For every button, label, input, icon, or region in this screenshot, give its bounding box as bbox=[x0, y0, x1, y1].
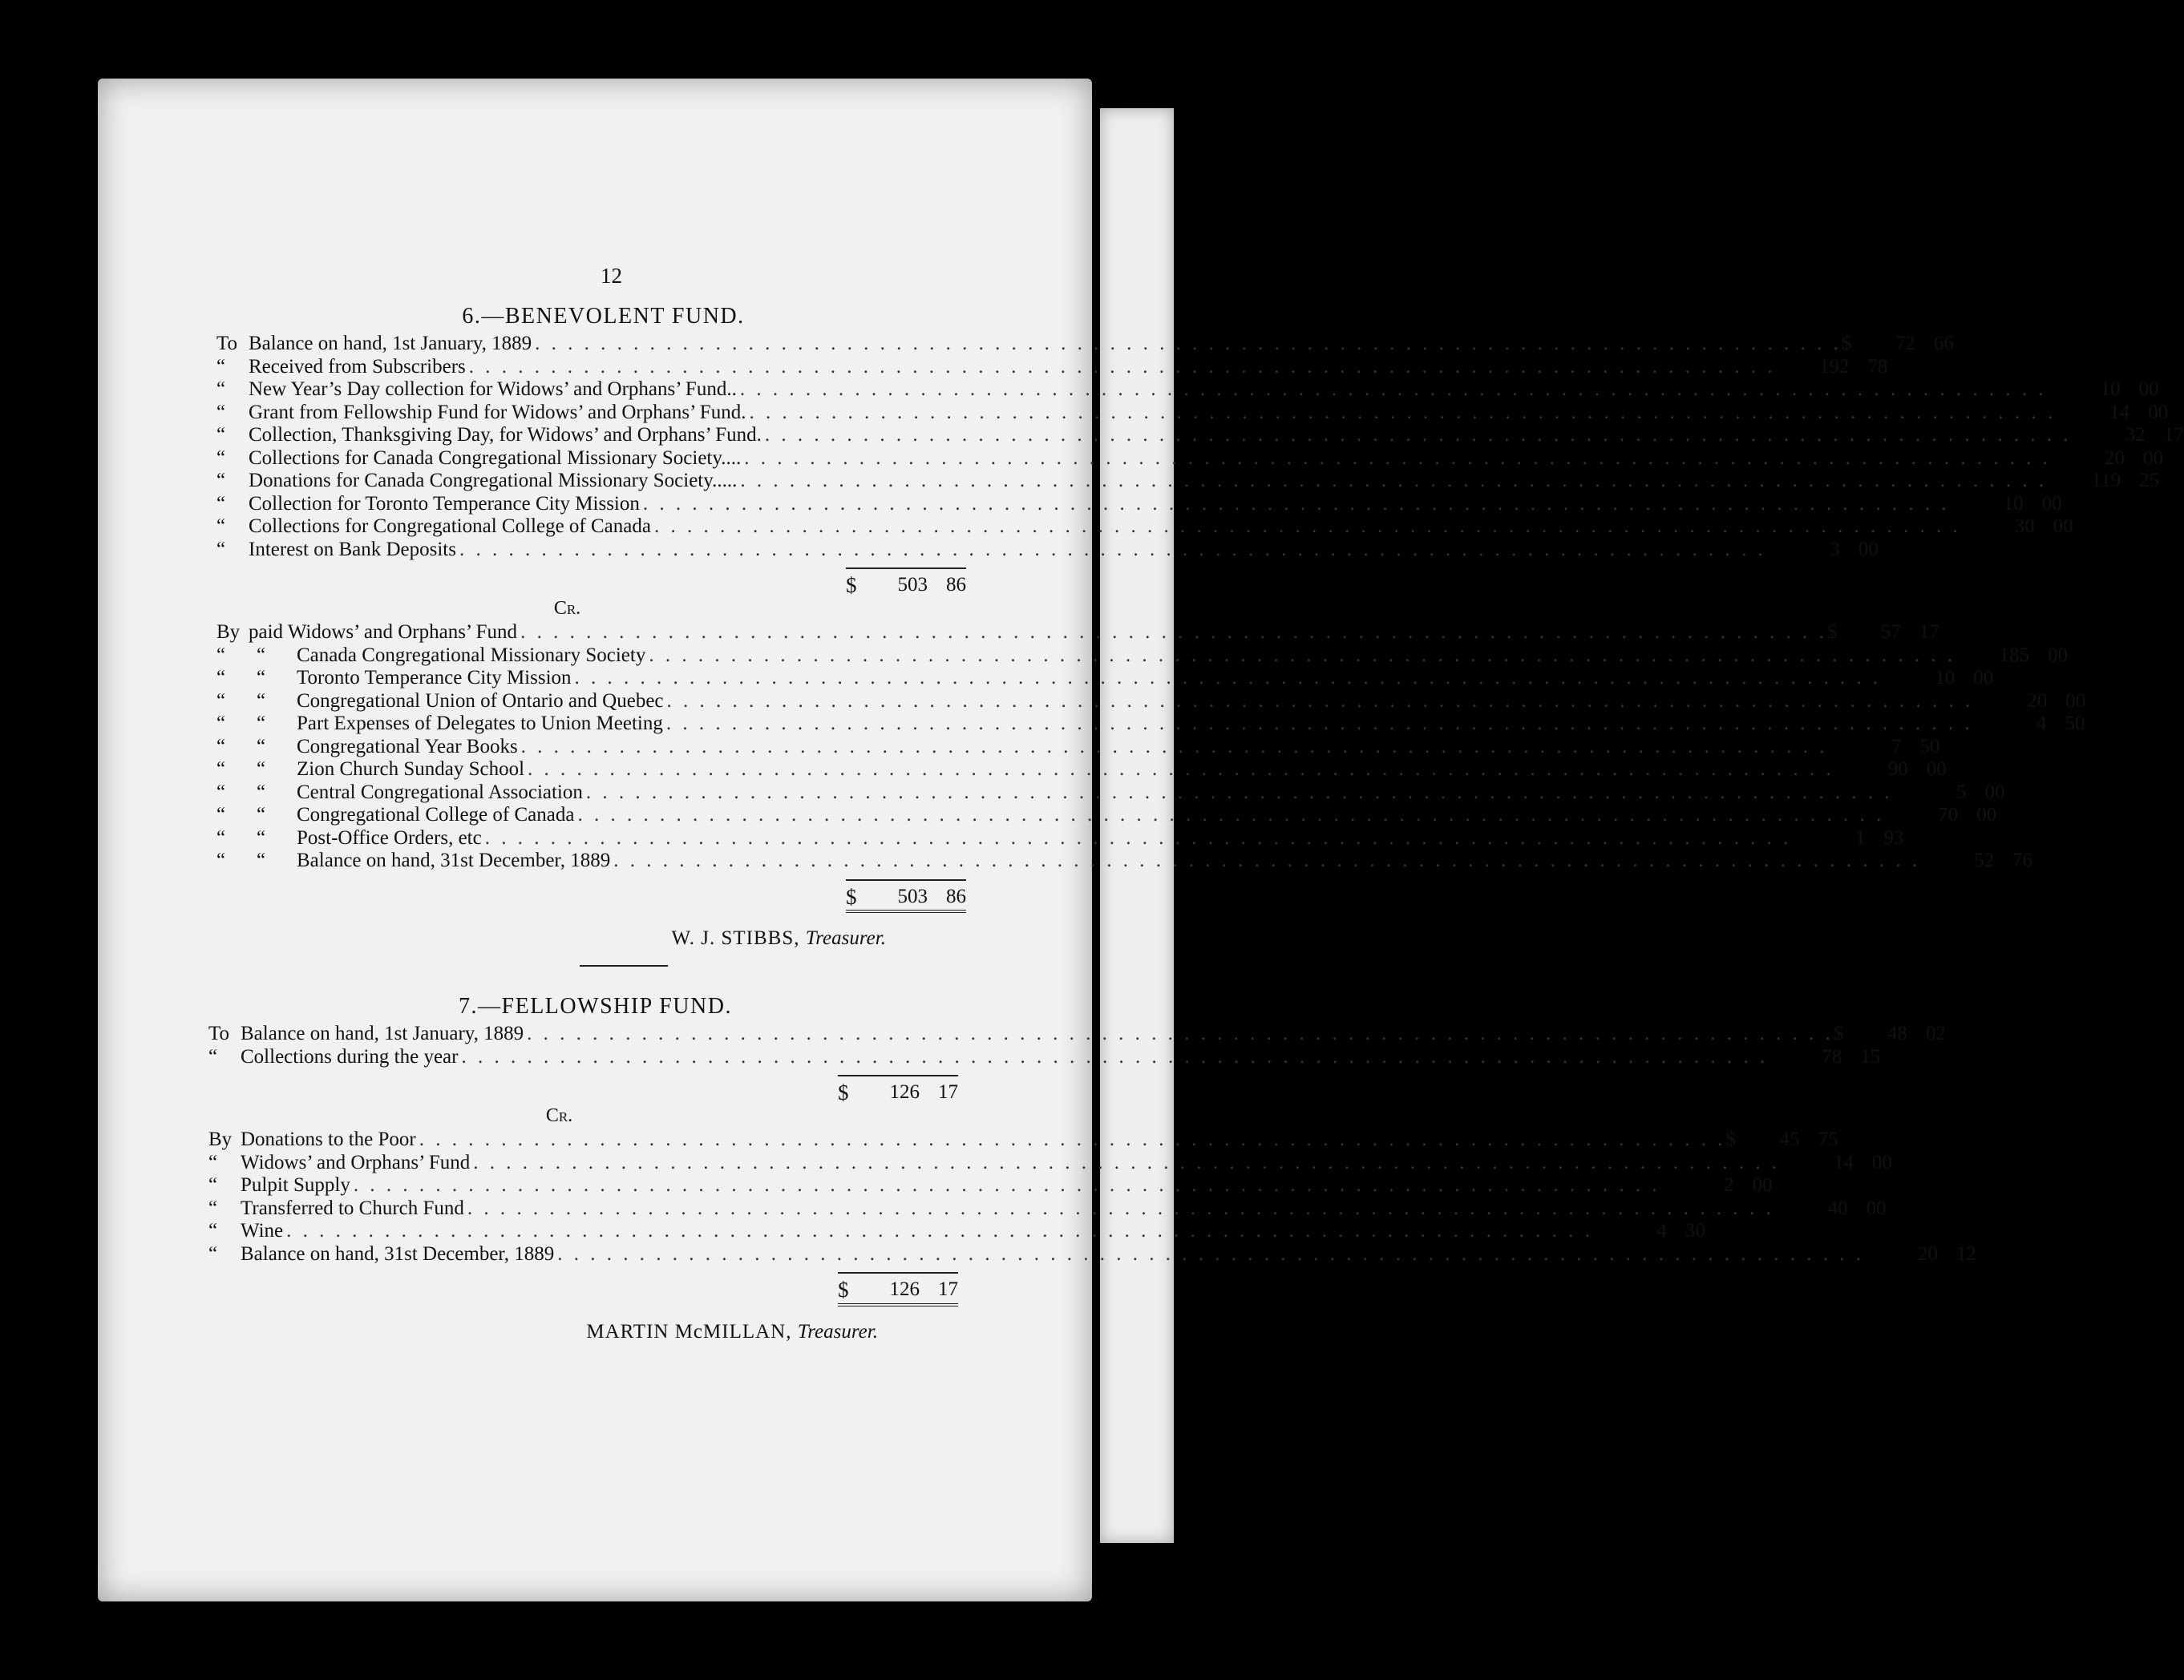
leader-dots: . . . . . . . . . . . . . . . . . . . . . . . . . . . . . . . . . . . . . . . . . . . . . . . . . . . . . . . . . . . . . . . . . . . . . . . . . . . . . . . . bbox=[353, 1174, 1660, 1196]
row-cents: 17 bbox=[1919, 621, 1939, 643]
row-description: Post-Office Orders, etc bbox=[297, 826, 482, 849]
row-cents: 00 bbox=[1871, 1151, 1892, 1173]
row-description: Canada Congregational Missionary Society bbox=[297, 644, 646, 666]
ledger-row bbox=[216, 621, 1939, 644]
total-dollar-sign: $ bbox=[846, 884, 857, 909]
ditto-mark: “ bbox=[257, 644, 266, 666]
ditto-mark: “ bbox=[216, 826, 226, 849]
ledger-row bbox=[208, 1220, 1705, 1243]
row-amount bbox=[1845, 736, 1939, 759]
row-dollars: 40 bbox=[1827, 1197, 1848, 1219]
leader-dots: . . . . . . . . . . . . . . . . . . . . . . . . . . . . . . . . . . . . . . . . . . . . . . . . . . . . . . . . . . . . . . . . . . . . . . . . . . . . . . . . bbox=[653, 515, 1961, 537]
ditto-mark: “ bbox=[216, 735, 226, 757]
total-dollar-sign: $ bbox=[846, 573, 857, 597]
row-description: Toronto Temperance City Mission bbox=[297, 667, 572, 689]
row-prefix: “ bbox=[216, 470, 226, 491]
total-dollar-sign: $ bbox=[838, 1080, 849, 1105]
leader-dots: . . . . . . . . . . . . . . . . . . . . . . . . . . . . . . . . . . . . . . . . . . . . . . . . . . . . . . . . . . . . . . . . . . . . . . . . . . . . . . . . bbox=[665, 713, 1973, 734]
row-dollars: 70 bbox=[1938, 804, 1959, 826]
ledger-row bbox=[216, 470, 2160, 493]
ledger-row bbox=[216, 781, 2005, 805]
leader-dots: . . . . . . . . . . . . . . . . . . . . . . . . . . . . . . . . . . . . . . . . . . . . . . . . . . . . . . . . . . . . . . . . . . . . . . . . . . . . . . . . bbox=[739, 378, 2047, 400]
row-description: Zion Church Sunday School bbox=[297, 758, 525, 780]
benevolent-fund-title: 6.—BENEVOLENT FUND. bbox=[462, 303, 745, 329]
row-prefix: By bbox=[208, 1129, 233, 1150]
row-description: Balance on hand, 31st December, 1889 bbox=[297, 850, 611, 871]
row-dollars: 52 bbox=[1974, 850, 1994, 871]
row-prefix: “ bbox=[216, 424, 226, 446]
row-description: Balance on hand, 1st January, 1889 bbox=[249, 333, 532, 354]
row-prefix: “ bbox=[216, 355, 226, 378]
row-amount bbox=[1786, 1046, 1880, 1069]
row-cents: 00 bbox=[1976, 804, 1997, 826]
row-dollars: 119 bbox=[2091, 470, 2121, 491]
row-description: Wine bbox=[241, 1220, 284, 1242]
row-cents: 00 bbox=[1866, 1197, 1887, 1219]
leader-dots: . . . . . . . . . . . . . . . . . . . . . . . . . . . . . . . . . . . . . . . . . . . . . . . . . . . . . . . . . . . . . . . . . . . . . . . . . . . . . . . . bbox=[574, 667, 1882, 689]
fellowship-credit-list bbox=[208, 1129, 1976, 1266]
row-cents: 15 bbox=[1860, 1045, 1881, 1068]
row-description: Donations to the Poor bbox=[241, 1129, 416, 1150]
row-description: New Year’s Day collection for Widows’ and Orphans’ Fund.. bbox=[249, 378, 737, 400]
ledger-row bbox=[208, 1174, 1773, 1197]
row-amount bbox=[1744, 1129, 1838, 1152]
row-dollars: 57 bbox=[1880, 621, 1901, 643]
benevolent-credit-total bbox=[216, 879, 966, 914]
row-cents: 30 bbox=[1685, 1220, 1705, 1242]
row-cents: 00 bbox=[1984, 781, 2005, 803]
row-amount bbox=[1794, 356, 1888, 379]
treasurer-name: MARTIN McMILLAN, bbox=[586, 1320, 792, 1343]
row-amount bbox=[1611, 1220, 1705, 1243]
leader-dots: . . . . . . . . . . . . . . . . . . . . . . . . . . . . . . . . . . . . . . . . . . . . . . . . . . . . . . . . . . . . . . . . . . . . . . . . . . . . . . . . bbox=[577, 804, 1885, 826]
row-dollar-sign: $ bbox=[1833, 1023, 1844, 1044]
row-dollars: 30 bbox=[2014, 515, 2035, 537]
total-cents: 17 bbox=[938, 1081, 958, 1103]
total-dollar-sign: $ bbox=[838, 1278, 849, 1302]
leader-dots: . . . . . . . . . . . . . . . . . . . . . . . . . . . . . . . . . . . . . . . . . . . . . . . . . . . . . . . . . . . . . . . . . . . . . . . . . . . . . . . . bbox=[649, 644, 1956, 666]
row-dollars: 1 bbox=[1854, 826, 1866, 849]
row-prefix: “ bbox=[208, 1045, 218, 1068]
treasurer-role: Treasurer. bbox=[797, 1320, 878, 1343]
row-amount bbox=[1792, 1197, 1887, 1221]
ledger-row bbox=[216, 333, 1954, 356]
row-description: Part Expenses of Delegates to Union Meeting bbox=[297, 713, 663, 734]
leader-dots: . . . . . . . . . . . . . . . . . . . . . . . . . . . . . . . . . . . . . . . . . . . . . . . . . . . . . . . . . . . . . . . . . . . . . . . . . . . . . . . . bbox=[740, 470, 2048, 491]
total-dollars: 503 bbox=[897, 885, 928, 907]
row-description: Interest on Bank Deposits bbox=[249, 538, 456, 560]
row-dollars: 90 bbox=[1887, 758, 1908, 780]
row-cents: 00 bbox=[2053, 515, 2073, 537]
ditto-mark: “ bbox=[216, 689, 226, 712]
ditto-mark: “ bbox=[216, 850, 226, 871]
row-amount bbox=[1859, 333, 1954, 356]
row-prefix: By bbox=[216, 621, 241, 643]
leader-dots: . . . . . . . . . . . . . . . . . . . . . . . . . . . . . . . . . . . . . . . . . . . . . . . . . . . . . . . . . . . . . . . . . . . . . . . . . . . . . . . . bbox=[535, 333, 1842, 354]
row-dollars: 72 bbox=[1895, 333, 1915, 354]
row-cents: 00 bbox=[1752, 1174, 1773, 1196]
row-dollars: 192 bbox=[1819, 355, 1850, 378]
row-amount bbox=[1979, 515, 2073, 539]
row-description: Widows’ and Orphans’ Fund bbox=[241, 1151, 471, 1173]
leader-dots: . . . . . . . . . . . . . . . . . . . . . . . . . . . . . . . . . . . . . . . . . . . . . . . . . . . . . . . . . . . . . . . . . . . . . . . . . . . . . . . . bbox=[467, 1197, 1774, 1219]
row-amount bbox=[2069, 447, 2163, 470]
page-number: 12 bbox=[601, 264, 622, 288]
row-dollars: 45 bbox=[1779, 1129, 1800, 1150]
row-dollars: 14 bbox=[1833, 1151, 1854, 1173]
fellowship-credit-total bbox=[208, 1272, 958, 1306]
row-cents: 00 bbox=[2142, 446, 2163, 469]
fellowship-credit-heading: Cr. bbox=[545, 1105, 573, 1126]
fellowship-fund-title: 7.—FELLOWSHIP FUND. bbox=[459, 993, 732, 1019]
row-prefix bbox=[216, 690, 297, 713]
row-dollars: 20 bbox=[2104, 446, 2125, 469]
ditto-mark: “ bbox=[216, 804, 226, 826]
leader-dots: . . . . . . . . . . . . . . . . . . . . . . . . . . . . . . . . . . . . . . . . . . . . . . . . . . . . . . . . . . . . . . . . . . . . . . . . . . . . . . . . bbox=[749, 401, 2057, 423]
leader-dots: . . . . . . . . . . . . . . . . . . . . . . . . . . . . . . . . . . . . . . . . . . . . . . . . . . . . . . . . . . . . . . . . . . . . . . . . . . . . . . . . bbox=[764, 424, 2072, 446]
row-description: Collection for Toronto Temperance City Mission bbox=[249, 492, 640, 515]
row-prefix bbox=[216, 827, 297, 850]
ditto-mark: “ bbox=[257, 804, 266, 826]
ledger-row bbox=[216, 355, 1888, 379]
row-dollars: 14 bbox=[2109, 401, 2130, 423]
treasurer-name: W. J. STIBBS, bbox=[671, 927, 800, 949]
ledger-row bbox=[216, 689, 2086, 713]
ledger-row bbox=[216, 758, 1947, 781]
row-prefix: “ bbox=[208, 1174, 218, 1196]
row-cents: 75 bbox=[1818, 1129, 1838, 1150]
row-dollars: 48 bbox=[1887, 1023, 1907, 1044]
ledger-row bbox=[208, 1023, 1946, 1046]
fellowship-debit-list bbox=[208, 1023, 1946, 1068]
ditto-mark: “ bbox=[257, 667, 266, 689]
benevolent-credit-heading: Cr. bbox=[553, 597, 581, 619]
row-amount bbox=[1991, 713, 2085, 736]
row-prefix: “ bbox=[208, 1151, 218, 1173]
leader-dots: . . . . . . . . . . . . . . . . . . . . . . . . . . . . . . . . . . . . . . . . . . . . . . . . . . . . . . . . . . . . . . . . . . . . . . . . . . . . . . . . bbox=[520, 621, 1827, 643]
row-dollars: 4 bbox=[1656, 1220, 1667, 1242]
row-amount bbox=[1845, 621, 1939, 644]
row-description: Congregational Year Books bbox=[297, 735, 518, 757]
row-prefix bbox=[216, 758, 297, 781]
ledger-row bbox=[216, 826, 1904, 850]
row-prefix bbox=[216, 713, 297, 736]
row-cents: 00 bbox=[2148, 401, 2169, 423]
leader-dots: . . . . . . . . . . . . . . . . . . . . . . . . . . . . . . . . . . . . . . . . . . . . . . . . . . . . . . . . . . . . . . . . . . . . . . . . . . . . . . . . bbox=[461, 1045, 1769, 1068]
row-prefix: “ bbox=[216, 492, 226, 515]
row-description: Grant from Fellowship Fund for Widows’ and Orphans’ Fund. bbox=[249, 401, 746, 423]
row-description: paid Widows’ and Orphans’ Fund bbox=[249, 621, 518, 643]
leader-dots: . . . . . . . . . . . . . . . . . . . . . . . . . . . . . . . . . . . . . . . . . . . . . . . . . . . . . . . . . . . . . . . . . . . . . . . . . . . . . . . . bbox=[520, 735, 1828, 757]
ditto-mark: “ bbox=[257, 758, 266, 780]
leader-dots: . . . . . . . . . . . . . . . . . . . . . . . . . . . . . . . . . . . . . . . . . . . . . . . . . . . . . . . . . . . . . . . . . . . . . . . . . . . . . . . . bbox=[473, 1151, 1780, 1173]
total-cents: 86 bbox=[946, 574, 966, 596]
leader-dots: . . . . . . . . . . . . . . . . . . . . . . . . . . . . . . . . . . . . . . . . . . . . . . . . . . . . . . . . . . . . . . . . . . . . . . . . . . . . . . . . bbox=[744, 446, 2051, 469]
row-description: Congregational Union of Ontario and Quebec bbox=[297, 689, 664, 712]
row-prefix: “ bbox=[216, 401, 226, 423]
row-prefix bbox=[216, 781, 297, 805]
row-amount bbox=[1938, 850, 2032, 873]
row-description: Collections for Congregational College of Canada bbox=[249, 515, 651, 537]
row-amount bbox=[1809, 827, 1903, 850]
row-prefix bbox=[216, 667, 297, 690]
row-description: Balance on hand, 31st December, 1889 bbox=[241, 1242, 555, 1265]
leader-dots: . . . . . . . . . . . . . . . . . . . . . . . . . . . . . . . . . . . . . . . . . . . . . . . . . . . . . . . . . . . . . . . . . . . . . . . . . . . . . . . . bbox=[468, 355, 1776, 378]
row-cents: 00 bbox=[1973, 667, 1994, 689]
ledger-row bbox=[216, 735, 1940, 759]
row-cents: 50 bbox=[1919, 735, 1940, 757]
ledger-row bbox=[216, 538, 1879, 562]
row-description: Pulpit Supply bbox=[241, 1174, 350, 1196]
ledger-row bbox=[208, 1151, 1892, 1175]
total-dollars: 503 bbox=[897, 574, 928, 596]
leader-dots: . . . . . . . . . . . . . . . . . . . . . . . . . . . . . . . . . . . . . . . . . . . . . . . . . . . . . . . . . . . . . . . . . . . . . . . . . . . . . . . . bbox=[557, 1242, 1864, 1265]
ditto-mark: “ bbox=[216, 644, 226, 666]
row-dollar-sign: $ bbox=[1841, 333, 1852, 354]
row-prefix: To bbox=[216, 333, 238, 354]
row-prefix: “ bbox=[208, 1197, 218, 1219]
row-cents: 00 bbox=[1858, 538, 1879, 560]
benevolent-debit-list bbox=[216, 333, 2184, 561]
row-prefix bbox=[216, 736, 297, 759]
row-dollars: 20 bbox=[1918, 1242, 1938, 1265]
row-dollars: 10 bbox=[1935, 667, 1955, 689]
leader-dots: . . . . . . . . . . . . . . . . . . . . . . . . . . . . . . . . . . . . . . . . . . . . . . . . . . . . . . . . . . . . . . . . . . . . . . . . . . . . . . . . bbox=[642, 492, 1950, 515]
row-prefix: To bbox=[208, 1023, 230, 1044]
leader-dots: . . . . . . . . . . . . . . . . . . . . . . . . . . . . . . . . . . . . . . . . . . . . . . . . . . . . . . . . . . . . . . . . . . . . . . . . . . . . . . . . bbox=[666, 689, 1974, 712]
leader-dots: . . . . . . . . . . . . . . . . . . . . . . . . . . . . . . . . . . . . . . . . . . . . . . . . . . . . . . . . . . . . . . . . . . . . . . . . . . . . . . . . bbox=[528, 758, 1834, 780]
ledger-row bbox=[208, 1242, 1976, 1266]
row-cents: 66 bbox=[1933, 333, 1954, 354]
benevolent-debit-total bbox=[216, 567, 966, 597]
leader-dots: . . . . . . . . . . . . . . . . . . . . . . . . . . . . . . . . . . . . . . . . . . . . . . . . . . . . . . . . . . . . . . . . . . . . . . . . . . . . . . . . bbox=[484, 826, 1792, 849]
leader-dots: . . . . . . . . . . . . . . . . . . . . . . . . . . . . . . . . . . . . . . . . . . . . . . . . . . . . . . . . . . . . . . . . . . . . . . . . . . . . . . . . bbox=[419, 1129, 1726, 1150]
row-description: Collections during the year bbox=[241, 1045, 459, 1068]
benevolent-credit-list bbox=[216, 621, 2086, 873]
row-prefix: “ bbox=[208, 1220, 218, 1242]
row-dollars: 20 bbox=[2027, 689, 2048, 712]
fellowship-fund-section bbox=[208, 993, 1976, 1344]
row-amount bbox=[1882, 1243, 1976, 1266]
row-amount bbox=[1784, 539, 1879, 562]
ditto-mark: “ bbox=[216, 713, 226, 734]
ledger-row bbox=[208, 1197, 1887, 1221]
benevolent-treasurer-signature bbox=[216, 927, 966, 951]
leader-dots: . . . . . . . . . . . . . . . . . . . . . . . . . . . . . . . . . . . . . . . . . . . . . . . . . . . . . . . . . . . . . . . . . . . . . . . . . . . . . . . . bbox=[527, 1023, 1834, 1044]
treasurer-role: Treasurer. bbox=[805, 927, 886, 949]
ledger-row bbox=[208, 1129, 1838, 1152]
row-amount bbox=[1899, 667, 1993, 690]
leader-dots: . . . . . . . . . . . . . . . . . . . . . . . . . . . . . . . . . . . . . . . . . . . . . . . . . . . . . . . . . . . . . . . . . . . . . . . . . . . . . . . . bbox=[585, 781, 1893, 803]
row-amount bbox=[1851, 1023, 1946, 1046]
leader-dots: . . . . . . . . . . . . . . . . . . . . . . . . . . . . . . . . . . . . . . . . . . . . . . . . . . . . . . . . . . . . . . . . . . . . . . . . . . . . . . . . bbox=[286, 1220, 1593, 1242]
ledger-row bbox=[216, 492, 2062, 516]
row-dollars: 2 bbox=[1724, 1174, 1734, 1196]
total-cents: 86 bbox=[946, 885, 966, 907]
ditto-mark: “ bbox=[257, 689, 266, 712]
row-dollars: 3 bbox=[1830, 538, 1840, 560]
ditto-mark: “ bbox=[257, 826, 266, 849]
row-cents: 00 bbox=[2138, 378, 2159, 400]
row-dollars: 32 bbox=[2125, 424, 2146, 446]
section-divider bbox=[580, 965, 668, 967]
row-description: Donations for Canada Congregational Missionary Society..... bbox=[249, 470, 738, 491]
row-dollars: 185 bbox=[1999, 644, 2030, 666]
row-cents: 00 bbox=[2048, 644, 2069, 666]
row-prefix bbox=[216, 804, 297, 827]
ditto-mark: “ bbox=[216, 758, 226, 780]
row-cents: 93 bbox=[1883, 826, 1904, 849]
ledger-row bbox=[216, 644, 2069, 668]
row-amount bbox=[2065, 470, 2159, 493]
ditto-mark: “ bbox=[257, 713, 266, 734]
row-description: Received from Subscribers bbox=[249, 355, 466, 378]
page-content bbox=[208, 264, 2184, 1343]
row-cents: 78 bbox=[1867, 355, 1888, 378]
row-cents: 00 bbox=[2065, 689, 2086, 712]
row-dollar-sign: $ bbox=[1725, 1129, 1736, 1150]
row-cents: 02 bbox=[1925, 1023, 1946, 1044]
row-cents: 12 bbox=[1956, 1242, 1976, 1265]
ledger-row bbox=[216, 713, 2085, 736]
row-amount bbox=[1902, 804, 1996, 827]
total-cents: 17 bbox=[938, 1278, 958, 1300]
fellowship-debit-total bbox=[208, 1075, 958, 1105]
row-cents: 17 bbox=[2163, 424, 2184, 446]
ledger-row bbox=[216, 424, 2184, 447]
row-prefix: “ bbox=[216, 538, 226, 560]
row-description: Central Congregational Association bbox=[297, 781, 583, 803]
ledger-row bbox=[216, 515, 2073, 539]
fellowship-treasurer-signature bbox=[208, 1321, 958, 1344]
row-amount bbox=[2089, 424, 2184, 447]
ledger-row bbox=[208, 1045, 1881, 1069]
row-prefix bbox=[216, 850, 297, 873]
row-amount bbox=[1968, 493, 2062, 516]
ledger-row bbox=[216, 446, 2163, 470]
row-description: Transferred to Church Fund bbox=[241, 1197, 464, 1219]
row-amount bbox=[1678, 1174, 1773, 1197]
ledger-row bbox=[216, 850, 2032, 873]
row-cents: 25 bbox=[2139, 470, 2160, 491]
row-description: Collection, Thanksgiving Day, for Widows’ and Orphans’ Fund. bbox=[249, 424, 762, 446]
row-cents: 00 bbox=[2041, 492, 2062, 515]
row-dollars: 10 bbox=[2003, 492, 2024, 515]
ledger-row bbox=[216, 667, 1994, 690]
row-dollars: 4 bbox=[2036, 713, 2047, 734]
row-amount bbox=[1911, 781, 2005, 805]
row-prefix: “ bbox=[216, 515, 226, 537]
leader-dots: . . . . . . . . . . . . . . . . . . . . . . . . . . . . . . . . . . . . . . . . . . . . . . . . . . . . . . . . . . . . . . . . . . . . . . . . . . . . . . . . bbox=[613, 850, 1920, 871]
row-dollars: 7 bbox=[1891, 735, 1902, 757]
row-amount bbox=[1973, 644, 2068, 668]
row-dollars: 10 bbox=[2100, 378, 2121, 400]
ditto-mark: “ bbox=[216, 781, 226, 803]
total-dollars: 126 bbox=[889, 1081, 920, 1103]
row-cents: 00 bbox=[1926, 758, 1947, 780]
ditto-mark: “ bbox=[257, 850, 266, 871]
row-prefix bbox=[216, 644, 297, 668]
leader-dots: . . . . . . . . . . . . . . . . . . . . . . . . . . . . . . . . . . . . . . . . . . . . . . . . . . . . . . . . . . . . . . . . . . . . . . . . . . . . . . . . bbox=[459, 538, 1766, 560]
row-amount bbox=[1991, 690, 2085, 713]
row-amount bbox=[1852, 758, 1947, 781]
row-cents: 76 bbox=[2012, 850, 2032, 871]
ditto-mark: “ bbox=[257, 735, 266, 757]
row-dollars: 78 bbox=[1822, 1045, 1842, 1068]
row-amount bbox=[2065, 378, 2159, 402]
row-cents: 50 bbox=[2065, 713, 2085, 734]
ditto-mark: “ bbox=[257, 781, 266, 803]
total-dollars: 126 bbox=[889, 1278, 920, 1300]
ledger-row bbox=[216, 378, 2159, 402]
row-prefix: “ bbox=[216, 446, 226, 469]
row-dollar-sign: $ bbox=[1826, 621, 1838, 643]
row-amount bbox=[1798, 1152, 1892, 1175]
row-description: Congregational College of Canada bbox=[297, 804, 575, 826]
ledger-row bbox=[216, 804, 1997, 827]
ditto-mark: “ bbox=[216, 667, 226, 689]
row-prefix: “ bbox=[216, 378, 226, 400]
ledger-row bbox=[216, 401, 2169, 425]
row-prefix: “ bbox=[208, 1242, 218, 1265]
row-description: Collections for Canada Congregational Missionary Society.... bbox=[249, 446, 742, 469]
row-amount bbox=[2073, 402, 2168, 425]
row-dollars: 5 bbox=[1956, 781, 1967, 803]
row-description: Balance on hand, 1st January, 1889 bbox=[241, 1023, 524, 1044]
